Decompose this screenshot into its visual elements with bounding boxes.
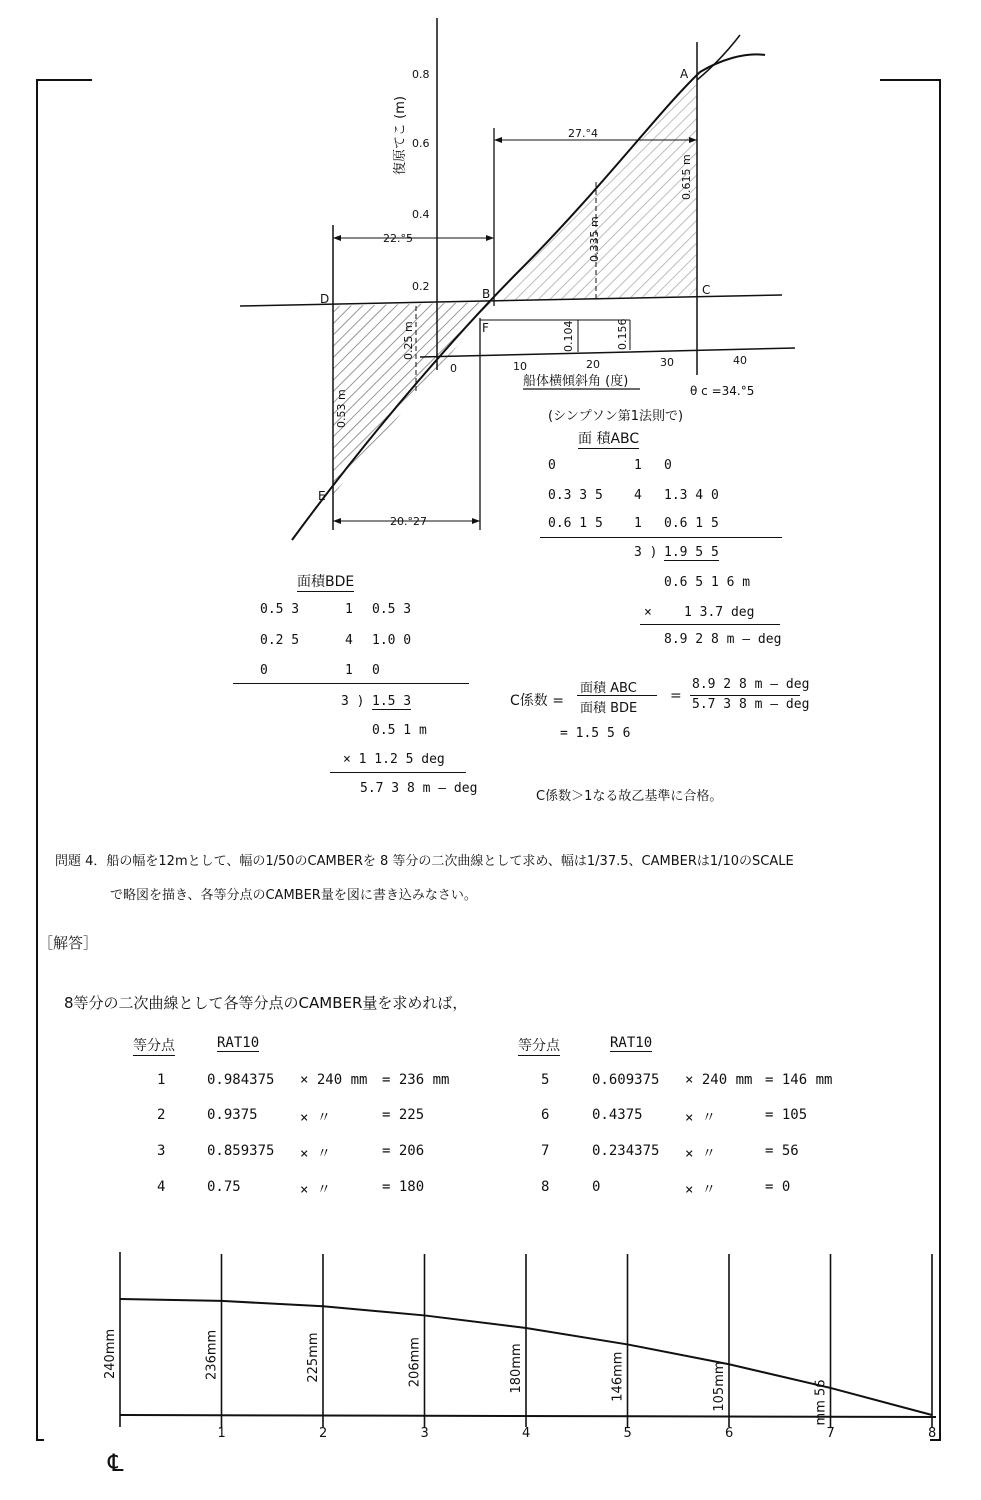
table-row-n: 2 — [157, 1107, 166, 1123]
table-row-n: 5 — [541, 1072, 550, 1088]
point-D: D — [320, 292, 330, 306]
table-header-ratio: RAT10 — [217, 1035, 260, 1051]
calc-bde-rule — [330, 772, 466, 773]
table-row-op: × 〃 — [300, 1146, 331, 1162]
table-row-res: = 146 mm — [765, 1072, 833, 1088]
x-tick-label: 30 — [660, 356, 674, 369]
calc-bde-result: 0.5 1 m — [372, 723, 427, 738]
calc-abc-row-c: 0 — [664, 458, 672, 473]
calc-abc-row-c: 0.6 1 5 — [664, 516, 719, 531]
table-row-res: = 225 — [382, 1107, 425, 1123]
table-row-n: 4 — [157, 1179, 166, 1195]
calc-bde-row-b: 1 — [345, 602, 353, 617]
table-row-ratio: 0.9375 — [207, 1107, 258, 1123]
c-coef-eq: = — [670, 688, 682, 704]
station-label: 1 — [217, 1426, 226, 1441]
camber-value-label: 146mm — [610, 1351, 626, 1402]
table-row-res: = 56 — [765, 1143, 799, 1159]
camber-value-label: 206mm — [407, 1337, 423, 1388]
calc-abc-rule — [540, 537, 782, 538]
y-tick-label: 0.6 — [412, 137, 430, 150]
calc-abc-rule — [640, 624, 780, 625]
table-row-n: 1 — [157, 1072, 166, 1088]
c-coef-den2: 5.7 3 8 m – deg — [692, 697, 810, 712]
dim-0-335: 0.335 m — [588, 216, 601, 262]
calc-abc-sum: 1.9 5 5 — [664, 545, 719, 560]
dim-0-53: 0.53 m — [335, 389, 348, 428]
y-axis-label: 復原てこ (m) — [393, 96, 408, 175]
table-row-n: 7 — [541, 1143, 550, 1159]
table-row-op: × 〃 — [685, 1110, 716, 1126]
point-E: E — [318, 489, 326, 503]
camber-value-label: 236mm — [204, 1329, 220, 1380]
calc-abc-row-c: 1.3 4 0 — [664, 488, 719, 503]
calc-bde-rule — [233, 683, 469, 684]
station-label: 5 — [623, 1426, 632, 1441]
dim-0-104: 0.104 — [562, 320, 575, 352]
y-tick-label: 0.4 — [412, 208, 430, 221]
calc-abc-times: × — [644, 605, 652, 620]
table-row-ratio: 0.234375 — [592, 1143, 660, 1159]
calc-abc-div: 3 ) — [634, 545, 658, 560]
calc-abc-row-b: 1 — [634, 516, 642, 531]
calc-abc-row-a: 0 — [548, 458, 556, 473]
problem-line-1: 問題 4．船の幅を12mとして、幅の1/50のCAMBERを 8 等分の二次曲線として求め、幅は1/37.5、CAMBERは1/10のSCALE — [55, 854, 794, 869]
calc-abc-row-a: 0.6 1 5 — [548, 516, 603, 531]
c-coef-num2: 8.9 2 8 m – deg — [692, 677, 810, 692]
table-row-n: 3 — [157, 1143, 166, 1159]
table-row-op: × 〃 — [300, 1110, 331, 1126]
station-label: 4 — [522, 1426, 531, 1441]
table-row-ratio: 0.984375 — [207, 1072, 275, 1088]
calc-bde-final: 5.7 3 8 m – deg — [360, 781, 478, 796]
table-row-ratio: 0.75 — [207, 1179, 241, 1195]
calc-bde-row-a: 0 — [260, 663, 268, 678]
centerline-mark: ℄ — [108, 1449, 124, 1477]
dim-0-25: 0.25 m — [402, 321, 415, 360]
calc-bde-row-b: 4 — [345, 633, 353, 648]
station-label: 6 — [725, 1426, 734, 1441]
y-tick-label: 0.8 — [412, 68, 430, 81]
stability-graph — [0, 0, 981, 560]
dim-0-156: 0.156 — [616, 318, 629, 350]
table-row-n: 6 — [541, 1107, 550, 1123]
c-coef-frac-line — [690, 695, 800, 696]
table-row-op: × 240 mm — [300, 1072, 368, 1088]
x-axis-label: 船体横傾斜角 (度) — [523, 374, 629, 389]
table-row-res: = 0 — [765, 1179, 791, 1195]
c-coef-verdict: C係数＞1なる故乙基準に合格。 — [536, 789, 723, 804]
y-tick-label: 0.2 — [412, 280, 430, 293]
calc-bde-row-c: 1.0 0 — [372, 633, 412, 648]
table-row-op: × 240 mm — [685, 1072, 753, 1088]
station-label: 8 — [928, 1426, 937, 1441]
table-row-op: × 〃 — [300, 1182, 331, 1198]
table-header-points: 等分点 — [518, 1035, 560, 1056]
calc-bde-mult: × 1 1.2 5 deg — [343, 752, 445, 767]
c-coef-value: = 1.5 5 6 — [560, 726, 631, 741]
camber-value-label: 240mm — [103, 1328, 118, 1379]
table-row-op: × 〃 — [685, 1146, 716, 1162]
calc-bde-row-a: 0.5 3 — [260, 602, 300, 617]
table-row-res: = 180 — [382, 1179, 425, 1195]
calc-abc-row-a: 0.3 3 5 — [548, 488, 603, 503]
calc-abc-row-b: 4 — [634, 488, 642, 503]
calc-bde-sum: 1.5 3 — [372, 694, 412, 709]
table-header-ratio: RAT10 — [610, 1035, 653, 1051]
simpson-note: (シンプソン第1法則で) — [548, 409, 684, 424]
calc-bde-row-a: 0.2 5 — [260, 633, 300, 648]
camber-value-label: mm 56 — [813, 1379, 829, 1426]
calc-abc-mult: 1 3.7 deg — [684, 605, 755, 620]
dim-27-4: 27.°4 — [568, 127, 598, 140]
point-A: A — [680, 67, 689, 81]
c-coef-frac-line — [577, 695, 657, 696]
table-row-ratio: 0.859375 — [207, 1143, 275, 1159]
theta-label: θ c =34.°5 — [690, 384, 755, 398]
calc-bde-div: 3 ) — [341, 694, 365, 709]
table-row-ratio: 0.609375 — [592, 1072, 660, 1088]
camber-sketch — [0, 1240, 981, 1498]
x-tick-label: 0 — [450, 362, 457, 375]
point-B: B — [482, 287, 491, 301]
calc-bde-title: 面積BDE — [297, 571, 354, 592]
c-coef-label: C係数 = — [510, 693, 564, 709]
camber-value-label: 105mm — [712, 1361, 727, 1412]
calc-abc-title: 面 積ABC — [578, 428, 639, 449]
camber-value-label: 225mm — [306, 1332, 321, 1383]
table-row-res: = 236 mm — [382, 1072, 450, 1088]
c-coef-num1: 面積 ABC — [580, 681, 637, 696]
point-C: C — [702, 283, 711, 297]
answer-intro: 8等分の二次曲線として各等分点のCAMBER量を求めれば， — [64, 994, 468, 1012]
table-row-n: 8 — [541, 1179, 550, 1195]
x-tick-label: 20 — [586, 358, 600, 371]
table-row-ratio: 0.4375 — [592, 1107, 643, 1123]
station-label: 2 — [319, 1426, 328, 1441]
dim-20-27: 20.°27 — [390, 515, 427, 528]
calc-bde-row-c: 0.5 3 — [372, 602, 412, 617]
problem-line-2: で略図を描き、各等分点のCAMBER量を図に書き込みなさい。 — [110, 888, 477, 903]
table-row-op: × 〃 — [685, 1182, 716, 1198]
table-row-res: = 206 — [382, 1143, 425, 1159]
table-row-ratio: 0 — [592, 1179, 601, 1195]
station-label: 7 — [826, 1426, 835, 1441]
table-row-res: = 105 — [765, 1107, 808, 1123]
calc-bde-row-c: 0 — [372, 663, 380, 678]
table-header-points: 等分点 — [133, 1035, 175, 1056]
c-coef-den1: 面積 BDE — [580, 701, 638, 716]
station-label: 3 — [420, 1426, 429, 1441]
calc-abc-row-b: 1 — [634, 458, 642, 473]
x-tick-label: 40 — [733, 354, 747, 367]
dim-22-5: 22.°5 — [383, 232, 413, 245]
x-tick-label: 10 — [513, 360, 527, 373]
dim-0-615: 0.615 m — [680, 154, 693, 200]
camber-value-label: 180mm — [509, 1343, 524, 1394]
point-F: F — [482, 321, 489, 335]
calc-bde-row-b: 1 — [345, 663, 353, 678]
answer-label: ［解答］ — [38, 934, 99, 952]
calc-abc-final: 8.9 2 8 m – deg — [664, 632, 782, 647]
calc-abc-result: 0.6 5 1 6 m — [664, 575, 751, 590]
